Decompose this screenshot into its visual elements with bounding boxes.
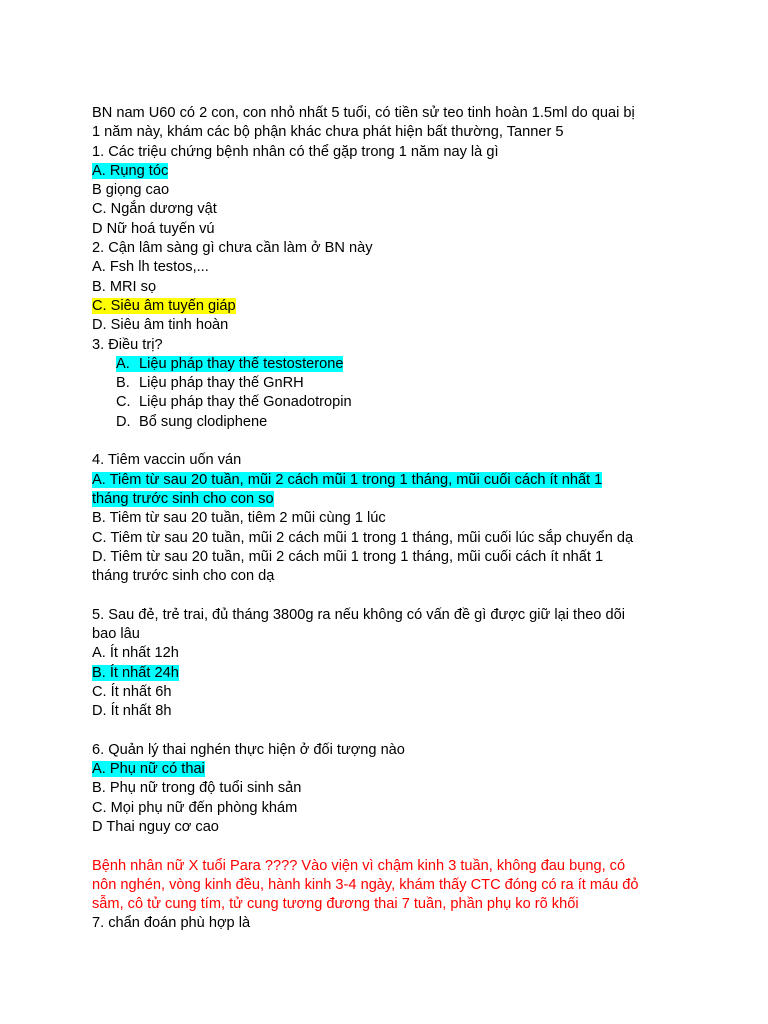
q1-question: 1. Các triệu chứng bệnh nhân có thể gặp trong 1 năm nay là gì bbox=[92, 143, 499, 160]
q2-answer-highlight: C. Siêu âm tuyến giáp bbox=[92, 297, 236, 314]
q4-option-d-line-2: tháng trước sinh cho con dạ bbox=[92, 568, 275, 585]
q5-option-d: D. Ít nhất 8h bbox=[92, 703, 172, 720]
q1-option-a bbox=[92, 162, 708, 181]
q5-question-line-1: 5. Sau đẻ, trẻ trai, đủ tháng 3800g ra nếu không có vấn đề gì được giữ lại theo dõi bbox=[92, 606, 625, 623]
q4-answer-highlight: tháng trước sinh cho con so bbox=[92, 490, 274, 507]
q4-question: 4. Tiêm vaccin uốn ván bbox=[92, 452, 242, 469]
q5-option-c: C. Ít nhất 6h bbox=[92, 683, 172, 700]
q5-option-a: A. Ít nhất 12h bbox=[92, 645, 179, 662]
q3-answer-highlight: A. Liệu pháp thay thế testosterone bbox=[116, 355, 344, 372]
q1-option-b: B giọng cao bbox=[92, 182, 170, 199]
q6-answer-highlight: A. Phụ nữ có thai bbox=[92, 761, 205, 778]
q2-option-d: D. Siêu âm tinh hoàn bbox=[92, 317, 229, 334]
q3-option-d: D. Bổ sung clodiphene bbox=[116, 413, 268, 430]
q6-question: 6. Quản lý thai nghén thực hiện ở đối tượng nào bbox=[92, 741, 405, 758]
case2-line-1: Bệnh nhân nữ X tuổi Para ???? Vào viện vì chậm kinh 3 tuần, không đau bụng, có bbox=[92, 857, 626, 874]
q3-option-a bbox=[92, 355, 708, 374]
q6-option-d: D Thai nguy cơ cao bbox=[92, 818, 219, 835]
q4-answer-highlight: A. Tiêm từ sau 20 tuần, mũi 2 cách mũi 1 trong 1 tháng, mũi cuối cách ít nhất 1 bbox=[92, 471, 603, 488]
q4-option-c: C. Tiêm từ sau 20 tuần, mũi 2 cách mũi 1 trong 1 tháng, mũi cuối lúc sắp chuyển dạ bbox=[92, 529, 634, 546]
q6-option-b: B. Phụ nữ trong độ tuổi sinh sản bbox=[92, 780, 302, 797]
blank-line bbox=[92, 722, 708, 741]
case2-line-2: nôn nghén, vòng kinh đều, hành kinh 3-4 ngày, khám thấy CTC đóng có ra ít máu đỏ bbox=[92, 876, 639, 893]
q5-answer-highlight: B. Ít nhất 24h bbox=[92, 664, 179, 681]
q2-option-c bbox=[92, 297, 708, 316]
q2-question: 2. Cận lâm sàng gì chưa cần làm ở BN này bbox=[92, 240, 373, 257]
intro-line-2: 1 năm này, khám các bộ phận khác chưa phát hiện bất thường, Tanner 5 bbox=[92, 124, 564, 141]
q6-option-a bbox=[92, 760, 708, 779]
q2-option-b: B. MRI sọ bbox=[92, 278, 157, 295]
q6-option-c: C. Mọi phụ nữ đến phòng khám bbox=[92, 799, 298, 816]
case2-line-3: sẫm, cô tử cung tím, tử cung tương đương thai 7 tuần, phần phụ ko rõ khối bbox=[92, 896, 579, 913]
intro-line-1: BN nam U60 có 2 con, con nhỏ nhất 5 tuổi, có tiền sử teo tinh hoàn 1.5ml do quai bị bbox=[92, 105, 635, 121]
q5-option-b bbox=[92, 664, 708, 683]
blank-line bbox=[92, 432, 708, 451]
q4-option-d-line-1: D. Tiêm từ sau 20 tuần, mũi 2 cách mũi 1 trong 1 tháng, mũi cuối cách ít nhất 1 bbox=[92, 548, 604, 565]
q3-option-b: B. Liệu pháp thay thế GnRH bbox=[116, 375, 304, 392]
q3-question: 3. Điều trị? bbox=[92, 336, 163, 353]
q5-question-line-2: bao lâu bbox=[92, 626, 140, 643]
blank-line bbox=[92, 837, 708, 856]
q2-option-a: A. Fsh lh testos,... bbox=[92, 259, 209, 276]
q4-option-b: B. Tiêm từ sau 20 tuần, tiêm 2 mũi cùng 1 lúc bbox=[92, 510, 386, 527]
q7-question: 7. chẩn đoán phù hợp là bbox=[92, 915, 251, 932]
q4-option-a-line-2 bbox=[92, 490, 708, 509]
blank-line bbox=[92, 586, 708, 605]
q1-option-d: D Nữ hoá tuyến vú bbox=[92, 220, 215, 237]
q1-answer-highlight: A. Rụng tóc bbox=[92, 162, 169, 179]
q1-option-c: C. Ngắn dương vật bbox=[92, 201, 217, 218]
q4-option-a-line-1 bbox=[92, 471, 708, 490]
q3-option-c: C. Liệu pháp thay thế Gonadotropin bbox=[116, 394, 352, 411]
